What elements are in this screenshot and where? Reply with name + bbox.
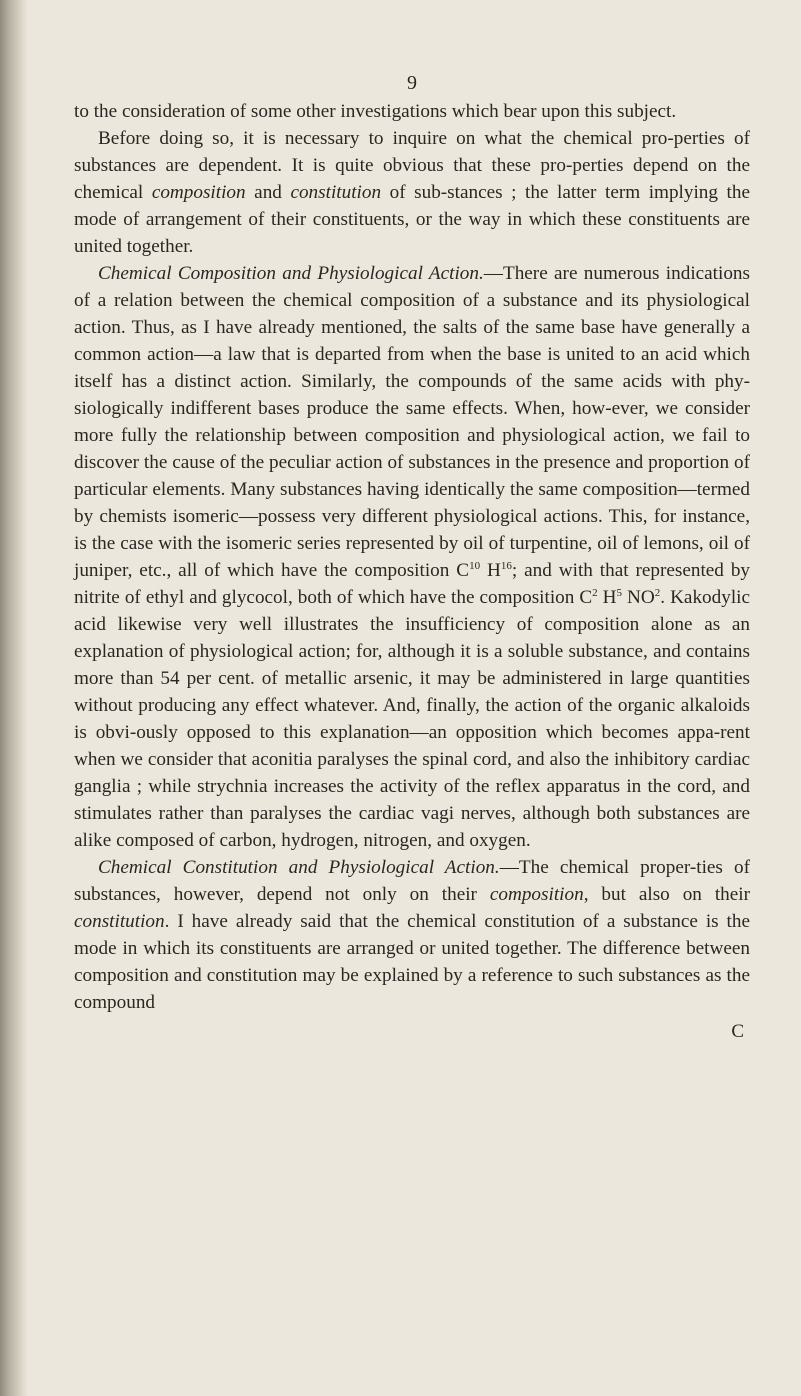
term-constitution: constitution [74, 911, 165, 932]
section-heading-constitution: Chemical Constitution and Physiological Action. [98, 857, 500, 878]
section-heading-composition: Chemical Composition and Physiological Action. [98, 263, 484, 284]
paragraph-text: to the consideration of some other investigations which bear upon this subject. [74, 101, 677, 122]
paragraph-composition-action: Chemical Composition and Physiological Action.—There are numerous indications of a relation between the chemical composition of a substance and its physiological action. Thus, as I have already mentioned, the salts of the same base have generally a common action—a law that is departed from when the base is united to an acid which itself has a distinct action. Similarly, the compounds of the same acids with phy-siologically indifferent bases produce the same effects. When, how-ever, we consider more fully the relationship between composition and physiological action, we fail to discover the cause of the peculiar action of substances in the presence and proportion of particular elements. Many substances having identically the same composition—termed by chemists isomeric—possess very different physiological actions. This, for instance, is the case with the isomeric series represented by oil of turpentine, oil of lemons, oil of juniper, etc., all of which have the composition $C^{10}$ $H^{16}$; and with that represented by nitrite of ethyl and glycocol, both of which have the composition $C^2$ $H^5$ $NO^2$. Kakodylic acid likewise very well illustrates the insufficiency of composition alone as an explanation of physiological action; for, although it is a soluble substance, and contains more than 54 per cent. of metallic arsenic, it may be administered in large quantities without producing any effect whatever. And, finally, the action of the organic alkaloids is obvi-ously opposed to this explanation—an opposition which becomes appa-rent when we consider that aconitia paralyses the spinal cord, and also the inhibitory cardiac ganglia ; while strychnia increases the activity of the reflex apparatus in the cord, and stimulates rather than paralyses the cardiac vagi nerves, although both substances are alike composed of carbon, hydrogen, nitrogen, and oxygen. [74, 263, 751, 851]
paragraph-before-doing: Before doing so, it is necessary to inquire on what the chemical pro-perties of substances are dependent. It is quite obvious that these pro-perties depend on the chemical composition and constitution of sub-stances ; the latter term implying the mode of arrangement of their constituents, or the way in which these constituents are united together. [74, 128, 750, 257]
page-number: 9 [407, 72, 417, 94]
book-binding-edge [0, 0, 28, 1396]
term-composition: composition [151, 182, 246, 203]
paragraph-continuation [74, 98, 750, 125]
paragraph-constitution-action: Chemical Constitution and Physiological Action.—The chemical proper-ties of substances, however, depend not only on their composition, but also on their constitution. I have already said that the chemical constitution of a substance is the mode in which its constituents are arranged or united together. The difference between composition and constitution may be explained by a reference to such substances as the compound [74, 857, 750, 1013]
page-body [74, 98, 750, 1045]
term-constitution: constitution [290, 182, 382, 203]
book-page [74, 72, 751, 1045]
signature-mark: C [731, 1021, 744, 1042]
term-composition: composition [489, 884, 584, 905]
